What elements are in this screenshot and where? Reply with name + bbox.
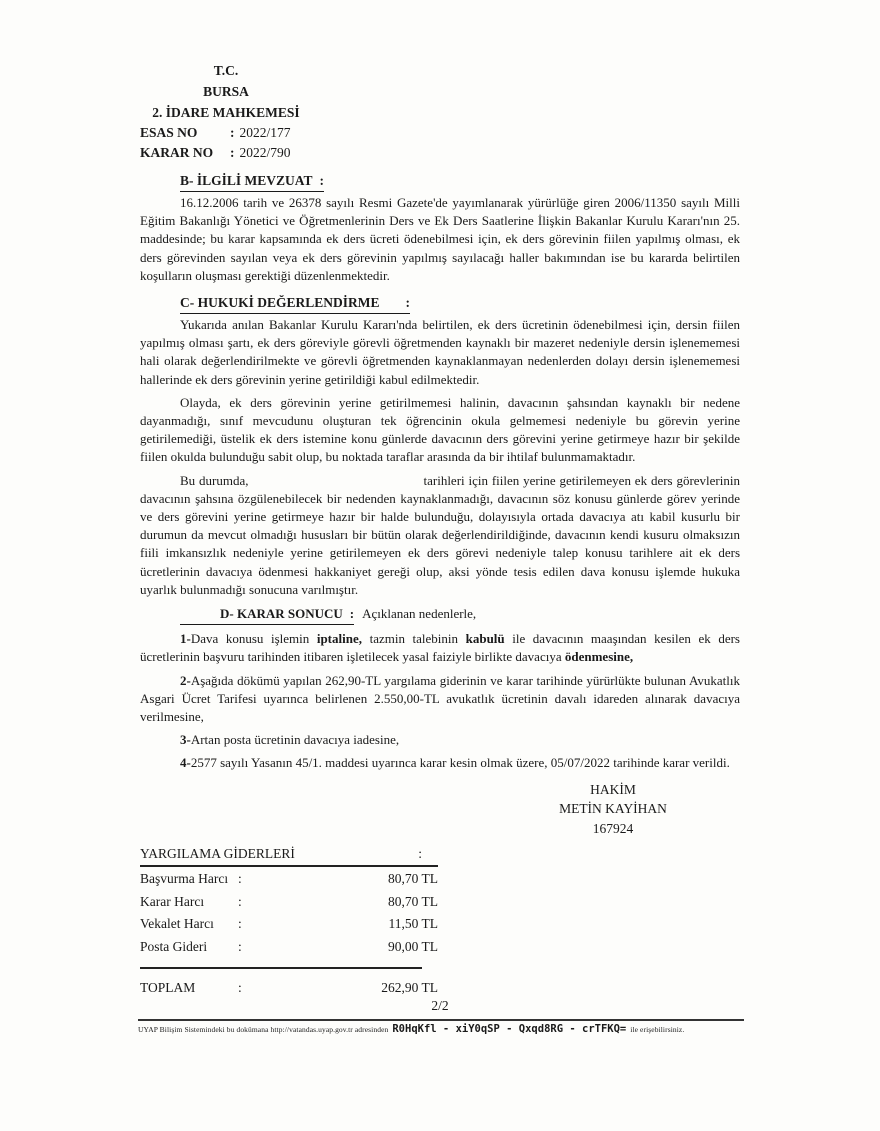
total-amount: 262,90 TL	[381, 980, 438, 996]
court-name: 2. İDARE MAHKEMESİ	[152, 105, 300, 120]
uyap-access-suffix: ile erişebilirsiniz.	[630, 1025, 685, 1034]
section-b-heading-underline	[180, 172, 324, 192]
costs-table-title: YARGILAMA GİDERLERİ	[140, 846, 295, 861]
section-c-heading-underline	[180, 294, 410, 314]
cost-colon: :	[238, 938, 242, 954]
karar-no-colon: :	[230, 145, 235, 160]
section-b-paragraph: 16.12.2006 tarih ve 26378 sayılı Resmi Gazete'de yayımlanarak yürürlüğe giren 2006/11350 sayılı Milli Eğitim Bakanlığı Yönetici ve Öğretmenlerinin Ders ve Ek Ders Saatlerine İlişkin Bakanlar Kurulu Kararı'nın 25. maddesinde; bu karar kapsamında ek ders ücreti ödenebilmesi için, ek ders görevinin fiilen yapılmış olması, ek ders görevinden sayılan veya ek ders görevinin yapılmış sayılacağı haller bakımından ise bu kararda belirtilen koşulların oluşması gerektiği düzenlenmektedir.	[140, 195, 740, 283]
cost-label: Vekalet Harcı	[140, 916, 214, 932]
karar-no-label: KARAR NO	[140, 145, 214, 160]
uyap-access-prefix: UYAP Bilişim Sistemindeki bu dokümana http://vatandas.uyap.gov.tr adresinden	[138, 1025, 389, 1034]
costs-table	[140, 845, 438, 998]
section-c-heading	[180, 294, 740, 314]
redacted-dates-gap	[249, 484, 424, 485]
judge-name: METİN KAYİHAN	[559, 801, 667, 817]
cost-row-total	[140, 978, 438, 998]
cost-label: Posta Gideri	[140, 938, 208, 954]
decision-item-1-text-3: ile davacının maaşından kesilen ek ders ücretlerinin başvuru tarihinden itibaren işletilecek yasal faiziyle birlikte davacıya	[140, 631, 740, 665]
costs-total-divider	[140, 967, 422, 969]
cost-colon: :	[238, 916, 242, 932]
decision-item-1-bold-odenmesine: ödenmesine,	[564, 649, 634, 665]
section-b-heading	[180, 172, 740, 192]
document-body	[140, 60, 740, 838]
costs-table-title-colon: :	[418, 846, 422, 861]
decision-item-1-bold-kabulu: kabulü	[465, 631, 505, 647]
city-label: BURSA	[203, 84, 249, 99]
karar-no-line	[140, 143, 740, 163]
republic-label: T.C.	[213, 63, 239, 78]
cost-colon: :	[238, 893, 242, 909]
page-number: 2/2	[431, 998, 449, 1013]
cost-label: Başvurma Harcı	[140, 871, 229, 886]
costs-table-header	[140, 845, 438, 867]
section-c-paragraph-1: Yukarıda anılan Bakanlar Kurulu Kararı'nda belirtilen, ek ders ücretinin ödenebilmesi için, dersin fiilen yapılmış olması şartı, ek ders göreviyle görevli öğretmenden kaynaklı bir mazeret nedeniyle dersin işlenememesi hali olarak değerlendirilmekte ve görevli öğretmenden kaynaklanmayan nedenlerden dolayı dersin işlenememesi hallerinde ek ders görevinin yerine getirildiği kabul edilmektedir.	[140, 317, 740, 387]
decision-item-3-number: 3-	[180, 732, 191, 748]
decision-item-3-text: Artan posta ücretinin davacıya iadesine,	[190, 732, 400, 748]
decision-item-1-text-2: tazmin talebinin	[362, 631, 466, 647]
judge-signature-block	[498, 780, 728, 839]
cost-row-karar-harci	[140, 891, 438, 913]
section-b-heading-text: B- İLGİLİ MEVZUAT	[180, 173, 313, 188]
section-d-intro: Açıklanan nedenlerle,	[362, 606, 477, 622]
footer-divider	[138, 1019, 744, 1021]
section-d-heading-colon: :	[349, 606, 355, 622]
section-c-heading-text: C- HUKUKİ DEĞERLENDİRME	[180, 295, 380, 311]
cost-row-posta-gideri	[140, 936, 438, 958]
paragraph-text-before-redaction: Bu durumda,	[180, 472, 249, 488]
section-c-paragraph-3	[140, 472, 740, 599]
decision-item-1	[140, 630, 740, 666]
cost-amount: 80,70 TL	[388, 893, 438, 909]
decision-item-4-text: 2577 sayılı Yasanın 45/1. maddesi uyarınca karar kesin olmak üzere, 05/07/2022 tarihinde karar verildi.	[190, 755, 730, 771]
section-c-paragraph-2: Olayda, ek ders görevinin yerine getirilmemesi halinin, davacının şahsından kaynaklı bir nedene dayanmadığı, sınıf mevcudunu oluşturan tek öğrencinin okula gelmemesi nedeniyle bu görevin yerine getirilemediği, üstelik ek ders istemine konu günlerde davacının ders görevini yerine getirmeye hazır bir şekilde fiilen okulda bulunduğu sabit olup, bu noktada taraflar arasında da bir ihtilaf bulunmamaktadır.	[140, 394, 740, 465]
esas-no-label: ESAS NO	[140, 125, 198, 140]
judge-title: HAKİM	[590, 781, 636, 797]
court-header	[140, 60, 312, 123]
decision-item-3	[140, 731, 740, 749]
cost-row-vekalet-harci	[140, 913, 438, 935]
section-d-heading-underline	[180, 605, 354, 625]
decision-item-2-number: 2-	[180, 672, 191, 688]
judge-registry-number: 167924	[592, 820, 634, 836]
cost-colon: :	[238, 871, 242, 886]
decision-item-1-text: Dava konusu işlemin	[190, 631, 317, 647]
paragraph-text-after-redaction: tarihleri için fiilen yerine getirilemeyen ek ders görevlerinin davacının şahsına özgülenebilecek bir nedenden kaynaklanmadığı, davacının söz konusu günlerde görev yerinde ve ders görevini yerine getirmeye hazır bir halde bulunduğu, dolayısıyla ortada davacıya atı kabil kusurlu bir durumun da mevcut olmadığı hususları bir bütün olarak değerlendirildiğinde, davacının kendi kusuru olmaksızın fiili imkansızlık nedeniyle yerine getirilemeyen ek ders görevi nedeniyle talep konusu tarihlere ait ek ders ücretlerinin davacıya ödenmesi hakkaniyet gereği olup, aksi yönde tesis edilen dava konusu işlemde hukuka uyarlık bulunmadığı sonucuna varılmıştır.	[140, 472, 740, 597]
section-d-heading-text: D- KARAR SONUCU	[220, 606, 343, 622]
cost-label: Karar Harcı	[140, 893, 205, 909]
total-colon: :	[238, 980, 242, 996]
decision-item-4	[140, 754, 740, 772]
uyap-access-note	[138, 1023, 758, 1035]
decision-item-1-number: 1-	[180, 631, 191, 647]
esas-no-line	[140, 123, 740, 143]
cost-amount: 11,50 TL	[388, 916, 438, 932]
esas-no-value: 2022/177	[239, 125, 291, 140]
decision-item-1-bold-iptaline: iptaline,	[316, 631, 362, 647]
cost-row-basvurma-harci	[140, 868, 438, 890]
uyap-access-code: R0HqKfl - xiY0qSP - Qxqd8RG - crTFKQ=	[392, 1023, 627, 1035]
karar-no-value: 2022/790	[239, 145, 291, 160]
esas-no-colon: :	[230, 125, 235, 140]
section-c-heading-colon: :	[405, 295, 411, 311]
total-label: TOPLAM	[140, 980, 196, 996]
section-d-heading-line	[140, 605, 740, 625]
decision-item-2	[140, 672, 740, 727]
decision-item-2-text: Aşağıda dökümü yapılan 262,90-TL yargılama giderinin ve karar tarihinde yürürlükte bulunan Avukatlık Asgari Ücret Tarifesi uyarınca belirlenen 2.550,00-TL avukatlık ücretinin davalı idareden alınarak davacıya verilmesine,	[140, 672, 740, 725]
section-b-heading-colon: :	[319, 173, 325, 188]
cost-amount: 90,00 TL	[388, 938, 438, 954]
decision-item-4-number: 4-	[180, 755, 191, 771]
cost-amount: 80,70 TL	[388, 871, 438, 886]
